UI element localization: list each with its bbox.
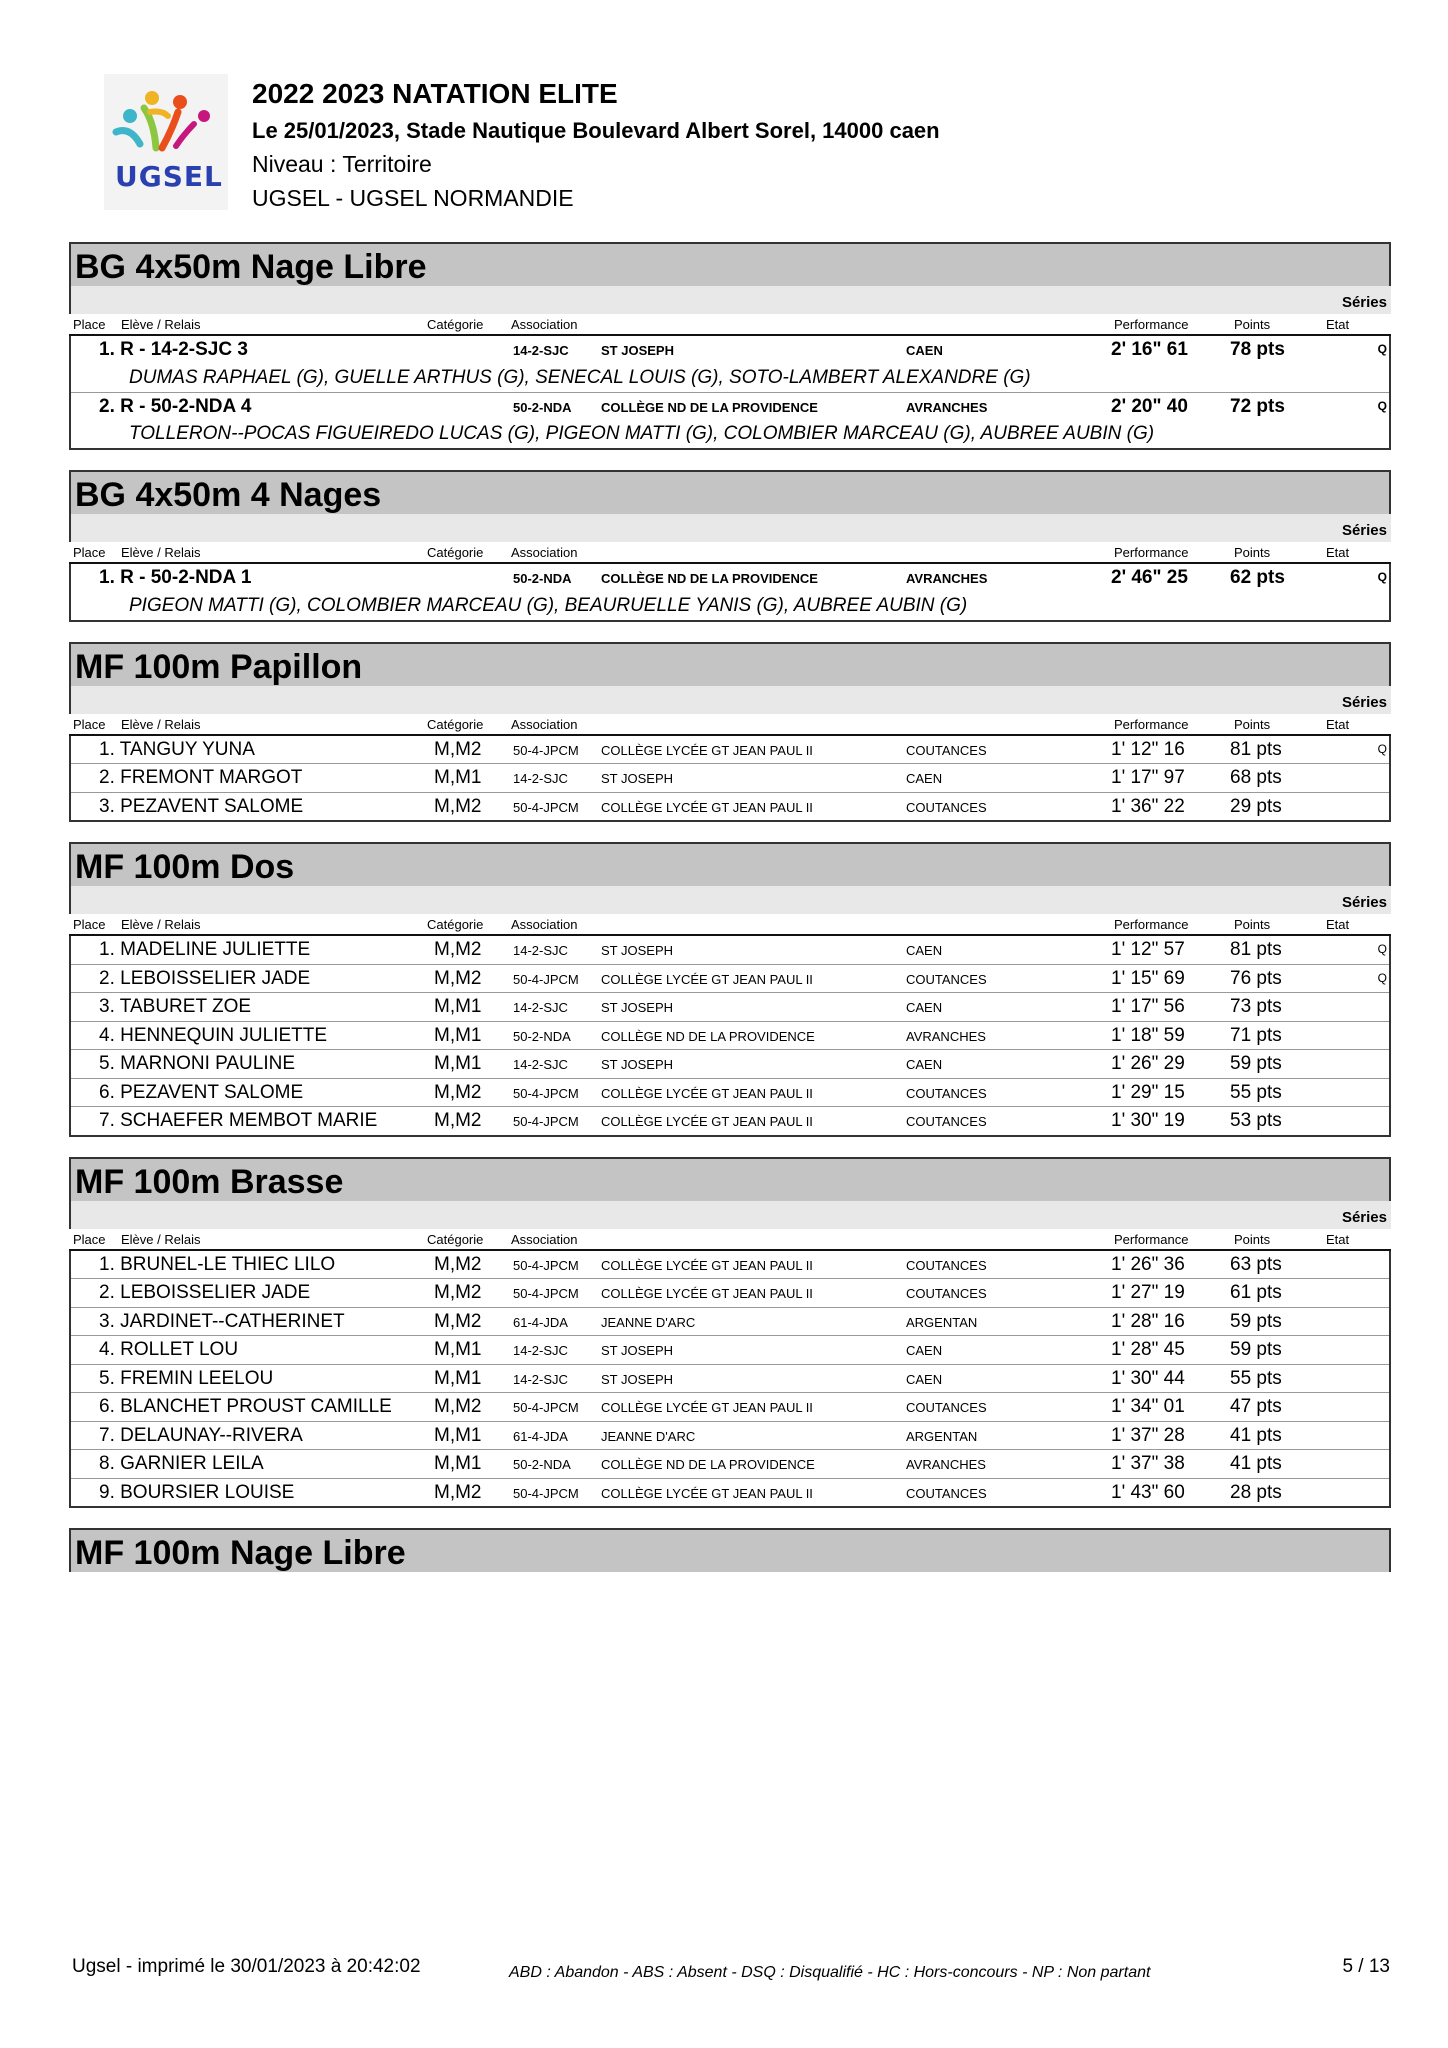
results-table: [69, 336, 1391, 450]
column-header-performance: Performance: [1114, 545, 1189, 560]
result-code: 14-2-SJC: [513, 1343, 568, 1358]
result-pts: 81 pts: [1230, 738, 1282, 760]
result-q: Q: [1377, 970, 1387, 985]
print-timestamp: Ugsel - imprimé le 30/01/2023 à 20:42:02: [72, 1956, 421, 1977]
event-section: [69, 470, 1391, 622]
result-code: 61-4-JDA: [513, 1428, 568, 1444]
relay-name: 2. R - 50-2-NDA 4: [99, 395, 252, 417]
column-header-etat: Etat: [1326, 1231, 1350, 1247]
column-header-points: Points: [1234, 317, 1271, 332]
event-section: [69, 242, 1391, 450]
result-name: 9. BOURSIER LOUISE: [99, 1481, 295, 1503]
result-city: ARGENTAN: [906, 1314, 978, 1330]
result-name: 2. LEBOISSELIER JADE: [99, 1282, 311, 1303]
result-pts: 28 pts: [1230, 1481, 1282, 1503]
event-section: [69, 1157, 1391, 1509]
column-header-place: Place: [73, 917, 106, 932]
column-header-eleve: Elève / Relais: [121, 1231, 201, 1247]
relay-name: 1. R - 14-2-SJC 3: [99, 339, 248, 360]
result-code: 50-4-JPCM: [513, 971, 579, 987]
results-table: [69, 1251, 1391, 1509]
event-title: MF 100m Brasse: [69, 1157, 1391, 1201]
column-header-association: Association: [511, 917, 578, 932]
result-name: 4. HENNEQUIN JULIETTE: [99, 1024, 328, 1046]
result-city: CAEN: [906, 771, 943, 786]
result-perf: 1' 37" 38: [1111, 1453, 1185, 1474]
relay-code: 50-2-NDA: [513, 399, 572, 415]
event-section: [69, 1528, 1391, 1572]
results-sections: [69, 242, 1391, 1592]
result-pts: 76 pts: [1230, 967, 1282, 989]
abbreviation-legend: ABD : Abandon - ABS : Absent - DSQ : Disqualifié - HC : Hors-concours - NP : Non partant: [509, 1964, 1151, 1981]
column-header-etat: Etat: [1326, 317, 1350, 332]
result-name: 1. TANGUY YUNA: [99, 738, 255, 760]
result-code: 50-4-JPCM: [513, 1114, 579, 1129]
result-perf: 1' 26" 36: [1111, 1253, 1185, 1275]
relay-perf: 2' 46" 25: [1111, 567, 1188, 588]
results-table: [69, 564, 1391, 622]
column-header-etat: Etat: [1326, 917, 1350, 932]
relay-club: COLLÈGE ND DE LA PROVIDENCE: [601, 399, 818, 415]
relay-perf: 2' 20" 40: [1111, 395, 1188, 417]
result-perf: 1' 12" 57: [1111, 939, 1185, 960]
result-perf: 1' 28" 16: [1111, 1310, 1185, 1332]
relay-row: [71, 393, 1389, 421]
result-perf: 1' 17" 97: [1111, 767, 1185, 788]
relay-members: PIGEON MATTI (G), COLOMBIER MARCEAU (G), BEAURUELLE YANIS (G), AUBREE AUBIN (G): [129, 594, 968, 616]
result-row: [71, 1308, 1389, 1337]
result-pts: 68 pts: [1230, 767, 1282, 788]
result-club: ST JOSEPH: [601, 771, 674, 786]
result-cat: M,M2: [434, 1282, 482, 1303]
result-cat: M,M1: [434, 767, 482, 788]
result-cat: M,M2: [434, 795, 482, 817]
result-cat: M,M1: [434, 1024, 482, 1046]
result-city: COUTANCES: [906, 1286, 987, 1301]
result-name: 5. MARNONI PAULINE: [99, 1053, 296, 1074]
result-name: 8. GARNIER LEILA: [99, 1453, 264, 1474]
result-city: CAEN: [906, 1343, 943, 1358]
result-city: AVRANCHES: [906, 1457, 986, 1472]
relay-row: [71, 336, 1389, 364]
column-header-association: Association: [511, 1231, 578, 1247]
relay-row: [71, 564, 1389, 592]
result-city: ARGENTAN: [906, 1428, 978, 1444]
result-cat: M,M2: [434, 1081, 482, 1103]
column-headers: [69, 1229, 1391, 1251]
relay-city: AVRANCHES: [906, 571, 988, 586]
logo-wordmark: UGSEL: [115, 160, 223, 193]
result-cat: M,M2: [434, 967, 482, 989]
result-club: JEANNE D'ARC: [601, 1428, 696, 1444]
result-row: [71, 1393, 1389, 1422]
column-header-etat: Etat: [1326, 545, 1350, 560]
result-city: CAEN: [906, 1000, 943, 1015]
result-name: 2. FREMONT MARGOT: [99, 767, 303, 788]
result-row: [71, 1450, 1389, 1479]
result-pts: 47 pts: [1230, 1396, 1282, 1417]
event-date-venue: Le 25/01/2023, Stade Nautique Boulevard Albert Sorel, 14000 caen: [252, 118, 940, 143]
result-city: COUTANCES: [906, 799, 987, 815]
column-header-performance: Performance: [1114, 1231, 1189, 1247]
event-title: 2022 2023 NATATION ELITE: [252, 78, 618, 109]
result-club: COLLÈGE LYCÉE GT JEAN PAUL II: [601, 1257, 813, 1273]
relay-code: 14-2-SJC: [513, 343, 569, 358]
result-city: AVRANCHES: [906, 1028, 986, 1044]
result-club: ST JOSEPH: [601, 943, 674, 958]
relay-club: COLLÈGE ND DE LA PROVIDENCE: [601, 571, 818, 586]
relay-q: Q: [1377, 570, 1387, 584]
result-name: 6. BLANCHET PROUST CAMILLE: [99, 1396, 392, 1417]
result-club: COLLÈGE LYCÉE GT JEAN PAUL II: [601, 742, 813, 758]
column-headers: [69, 314, 1391, 336]
result-club: ST JOSEPH: [601, 1000, 674, 1015]
relay-perf: 2' 16" 61: [1111, 339, 1188, 360]
result-name: 7. SCHAEFER MEMBOT MARIE: [99, 1110, 378, 1131]
result-club: ST JOSEPH: [601, 1057, 674, 1072]
column-header-eleve: Elève / Relais: [121, 716, 201, 732]
result-perf: 1' 18" 59: [1111, 1024, 1185, 1046]
result-city: COUTANCES: [906, 971, 987, 987]
column-header-performance: Performance: [1114, 716, 1189, 732]
result-name: 1. BRUNEL-LE THIEC LILO: [99, 1253, 336, 1275]
result-row: [71, 1279, 1389, 1308]
event-level: Niveau : Territoire: [252, 151, 432, 177]
result-code: 50-4-JPCM: [513, 1400, 579, 1415]
result-city: CAEN: [906, 1371, 943, 1387]
result-pts: 53 pts: [1230, 1110, 1282, 1131]
result-cat: M,M2: [434, 1310, 482, 1332]
result-code: 14-2-SJC: [513, 1057, 568, 1072]
relay-name: 1. R - 50-2-NDA 1: [99, 567, 252, 588]
column-header-etat: Etat: [1326, 716, 1350, 732]
result-row: [71, 736, 1389, 765]
result-pts: 55 pts: [1230, 1367, 1282, 1389]
result-name: 3. JARDINET--CATHERINET: [99, 1310, 345, 1332]
result-code: 50-4-JPCM: [513, 1485, 579, 1501]
result-club: COLLÈGE ND DE LA PROVIDENCE: [601, 1028, 815, 1044]
column-header-place: Place: [73, 1231, 106, 1247]
column-header-performance: Performance: [1114, 317, 1189, 332]
result-pts: 41 pts: [1230, 1424, 1282, 1446]
result-city: CAEN: [906, 943, 943, 958]
event-title: MF 100m Nage Libre: [69, 1528, 1391, 1572]
column-header-place: Place: [73, 317, 106, 332]
result-perf: 1' 28" 45: [1111, 1339, 1185, 1360]
series-label: Séries: [69, 286, 1391, 314]
result-row: [71, 764, 1389, 793]
result-city: COUTANCES: [906, 742, 987, 758]
result-name: 1. MADELINE JULIETTE: [99, 939, 311, 960]
result-row: [71, 793, 1389, 821]
result-row: [71, 936, 1389, 965]
column-header-points: Points: [1234, 1231, 1271, 1247]
result-pts: 63 pts: [1230, 1253, 1282, 1275]
event-section: [69, 642, 1391, 823]
result-cat: M,M2: [434, 738, 482, 760]
result-name: 6. PEZAVENT SALOME: [99, 1081, 304, 1103]
column-header-eleve: Elève / Relais: [121, 317, 201, 332]
result-perf: 1' 37" 28: [1111, 1424, 1185, 1446]
result-name: 3. TABURET ZOE: [99, 996, 252, 1017]
result-row: [71, 993, 1389, 1022]
result-city: COUTANCES: [906, 1114, 987, 1129]
result-club: COLLÈGE LYCÉE GT JEAN PAUL II: [601, 799, 813, 815]
column-header-association: Association: [511, 716, 578, 732]
relay-club: ST JOSEPH: [601, 343, 674, 358]
series-label: Séries: [69, 886, 1391, 914]
result-row: [71, 1479, 1389, 1507]
result-q: Q: [1377, 942, 1387, 956]
result-code: 50-2-NDA: [513, 1457, 571, 1472]
relay-members: TOLLERON--POCAS FIGUEIREDO LUCAS (G), PIGEON MATTI (G), COLOMBIER MARCEAU (G), AUBREE AUBIN (G): [129, 423, 1155, 444]
result-code: 14-2-SJC: [513, 1371, 568, 1387]
column-header-categorie: Catégorie: [427, 545, 484, 560]
result-code: 50-4-JPCM: [513, 1085, 579, 1101]
result-cat: M,M2: [434, 939, 482, 960]
swimmers-logo-icon: [110, 82, 222, 162]
column-header-points: Points: [1234, 545, 1271, 560]
event-organizer: UGSEL - UGSEL NORMANDIE: [252, 185, 574, 211]
result-row: [71, 1422, 1389, 1451]
result-code: 14-2-SJC: [513, 943, 568, 958]
column-headers: [69, 714, 1391, 736]
result-pts: 73 pts: [1230, 996, 1282, 1017]
result-club: COLLÈGE LYCÉE GT JEAN PAUL II: [601, 1114, 813, 1129]
result-name: 2. LEBOISSELIER JADE: [99, 967, 311, 989]
column-header-place: Place: [73, 545, 106, 560]
result-code: 50-4-JPCM: [513, 742, 579, 758]
relay-pts: 78 pts: [1230, 339, 1285, 360]
result-code: 14-2-SJC: [513, 1000, 568, 1015]
result-code: 50-2-NDA: [513, 1028, 571, 1044]
result-club: COLLÈGE LYCÉE GT JEAN PAUL II: [601, 1085, 813, 1101]
column-header-categorie: Catégorie: [427, 1231, 484, 1247]
result-club: COLLÈGE ND DE LA PROVIDENCE: [601, 1457, 815, 1472]
results-table: [69, 736, 1391, 823]
results-table: [69, 936, 1391, 1137]
result-row: [71, 1107, 1389, 1135]
result-cat: M,M1: [434, 996, 482, 1017]
series-label: Séries: [69, 1201, 1391, 1229]
result-pts: 71 pts: [1230, 1024, 1282, 1046]
result-code: 14-2-SJC: [513, 771, 568, 786]
result-cat: M,M1: [434, 1053, 482, 1074]
result-city: COUTANCES: [906, 1257, 987, 1273]
result-q: Q: [1377, 741, 1387, 756]
result-club: COLLÈGE LYCÉE GT JEAN PAUL II: [601, 1485, 813, 1501]
page-number: 5 / 13: [1342, 1956, 1390, 1977]
ugsel-logo: [104, 74, 228, 210]
result-code: 50-4-JPCM: [513, 799, 579, 815]
result-club: ST JOSEPH: [601, 1343, 674, 1358]
relay-code: 50-2-NDA: [513, 571, 572, 586]
result-club: COLLÈGE LYCÉE GT JEAN PAUL II: [601, 971, 813, 987]
result-row: [71, 1336, 1389, 1365]
result-perf: 1' 30" 19: [1111, 1110, 1185, 1131]
result-perf: 1' 36" 22: [1111, 795, 1185, 817]
result-name: 5. FREMIN LEELOU: [99, 1367, 274, 1389]
relay-pts: 72 pts: [1230, 395, 1285, 417]
result-code: 50-4-JPCM: [513, 1257, 579, 1273]
column-header-eleve: Elève / Relais: [121, 545, 201, 560]
result-club: ST JOSEPH: [601, 1371, 674, 1387]
result-perf: 1' 30" 44: [1111, 1367, 1185, 1389]
column-headers: [69, 914, 1391, 936]
result-row: [71, 1079, 1389, 1108]
result-pts: 59 pts: [1230, 1053, 1282, 1074]
result-city: COUTANCES: [906, 1485, 987, 1501]
series-label: Séries: [69, 514, 1391, 542]
result-pts: 61 pts: [1230, 1282, 1282, 1303]
result-row: [71, 1022, 1389, 1051]
result-perf: 1' 43" 60: [1111, 1481, 1185, 1503]
column-headers: [69, 542, 1391, 564]
event-title: MF 100m Papillon: [69, 642, 1391, 686]
column-header-categorie: Catégorie: [427, 317, 484, 332]
result-row: [71, 1050, 1389, 1079]
event-title: MF 100m Dos: [69, 842, 1391, 886]
column-header-points: Points: [1234, 917, 1271, 932]
result-code: 61-4-JDA: [513, 1314, 568, 1330]
result-pts: 59 pts: [1230, 1310, 1282, 1332]
result-club: COLLÈGE LYCÉE GT JEAN PAUL II: [601, 1286, 813, 1301]
result-club: COLLÈGE LYCÉE GT JEAN PAUL II: [601, 1400, 813, 1415]
result-pts: 81 pts: [1230, 939, 1282, 960]
result-city: COUTANCES: [906, 1400, 987, 1415]
result-perf: 1' 34" 01: [1111, 1396, 1185, 1417]
result-row: [71, 1365, 1389, 1394]
column-header-points: Points: [1234, 716, 1271, 732]
result-cat: M,M2: [434, 1110, 482, 1131]
result-cat: M,M1: [434, 1453, 482, 1474]
result-perf: 1' 26" 29: [1111, 1053, 1185, 1074]
result-pts: 59 pts: [1230, 1339, 1282, 1360]
event-section: [69, 842, 1391, 1137]
result-perf: 1' 15" 69: [1111, 967, 1185, 989]
result-name: 4. ROLLET LOU: [99, 1339, 239, 1360]
relay-q: Q: [1377, 342, 1387, 356]
relay-q: Q: [1377, 398, 1387, 413]
column-header-association: Association: [511, 545, 578, 560]
result-pts: 29 pts: [1230, 795, 1282, 817]
result-cat: M,M2: [434, 1396, 482, 1417]
result-club: JEANNE D'ARC: [601, 1314, 696, 1330]
relay-pts: 62 pts: [1230, 567, 1285, 588]
result-cat: M,M1: [434, 1424, 482, 1446]
result-cat: M,M1: [434, 1339, 482, 1360]
result-row: [71, 1251, 1389, 1280]
result-row: [71, 965, 1389, 994]
column-header-categorie: Catégorie: [427, 716, 484, 732]
relay-city: CAEN: [906, 343, 943, 358]
result-city: CAEN: [906, 1057, 943, 1072]
result-pts: 41 pts: [1230, 1453, 1282, 1474]
result-name: 3. PEZAVENT SALOME: [99, 795, 304, 817]
result-code: 50-4-JPCM: [513, 1286, 579, 1301]
series-label: Séries: [69, 686, 1391, 714]
result-cat: M,M2: [434, 1481, 482, 1503]
result-city: COUTANCES: [906, 1085, 987, 1101]
result-perf: 1' 29" 15: [1111, 1081, 1185, 1103]
column-header-eleve: Elève / Relais: [121, 917, 201, 932]
column-header-categorie: Catégorie: [427, 917, 484, 932]
result-perf: 1' 12" 16: [1111, 738, 1185, 760]
result-perf: 1' 17" 56: [1111, 996, 1185, 1017]
result-perf: 1' 27" 19: [1111, 1282, 1185, 1303]
relay-city: AVRANCHES: [906, 399, 988, 415]
column-header-place: Place: [73, 716, 106, 732]
result-name: 7. DELAUNAY--RIVERA: [99, 1424, 303, 1446]
result-cat: M,M1: [434, 1367, 482, 1389]
column-header-association: Association: [511, 317, 578, 332]
column-header-performance: Performance: [1114, 917, 1189, 932]
result-cat: M,M2: [434, 1253, 482, 1275]
event-title: BG 4x50m 4 Nages: [69, 470, 1391, 514]
relay-members: DUMAS RAPHAEL (G), GUELLE ARTHUS (G), SENECAL LOUIS (G), SOTO-LAMBERT ALEXANDRE (G): [71, 364, 1389, 393]
event-title: BG 4x50m Nage Libre: [69, 242, 1391, 286]
result-pts: 55 pts: [1230, 1081, 1282, 1103]
